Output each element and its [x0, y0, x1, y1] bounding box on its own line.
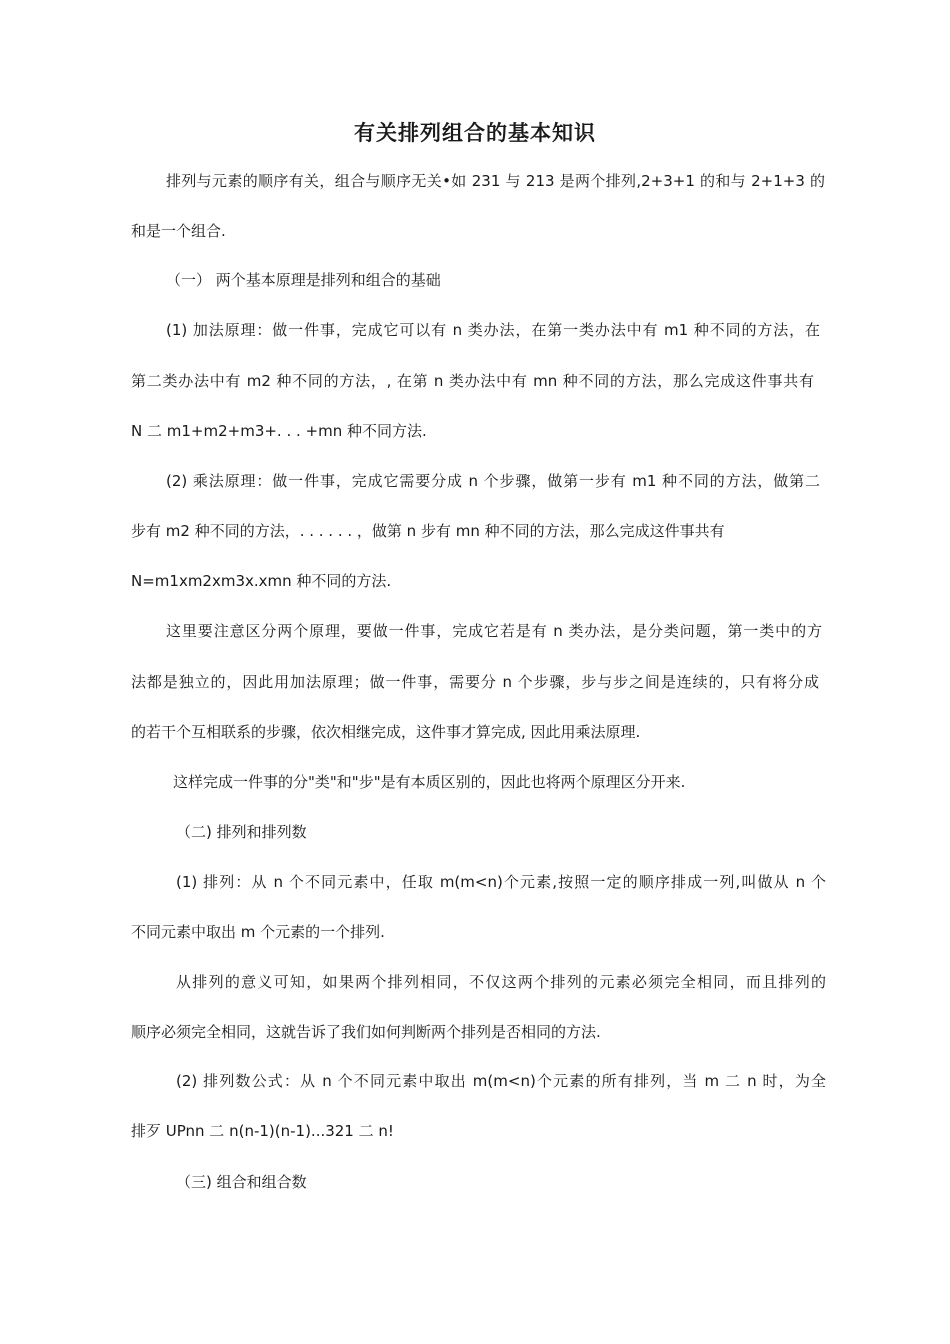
section-heading: （一） 两个基本原理是排列和组合的基础	[166, 271, 441, 289]
paragraph-line: 这里要注意区分两个原理，要做一件事，完成它若是有 n 类办法，是分类问题，第一类中的方	[166, 622, 822, 640]
paragraph-line: 步有 m2 种不同的方法，. . . . . . ，做第 n 步有 mn 种不同的方法，那么完成这件事共有	[131, 522, 725, 540]
paragraph-line: (1) 加法原理：做一件事，完成它可以有 n 类办法，在第一类办法中有 m1 种不同的方法，在	[166, 321, 820, 339]
paragraph-line: N 二 m1+m2+m3+. . . +mn 种不同方法.	[131, 422, 427, 440]
paragraph-line: 顺序必须完全相同，这就告诉了我们如何判断两个排列是否相同的方法.	[131, 1023, 601, 1041]
paragraph-line: (1) 排列：从 n 个不同元素中，任取 m(m<n)个元素,按照一定的顺序排成一列,叫做从 n 个	[176, 873, 826, 891]
paragraph-line: 排歹 UPnn 二 n(n-1)(n-1)...321 二 n!	[131, 1122, 394, 1140]
paragraph-line: 排列与元素的顺序有关，组合与顺序无关•如 231 与 213 是两个排列,2+3+1 的和与 2+1+3 的	[166, 172, 825, 190]
section-heading: （三) 组合和组合数	[176, 1173, 307, 1191]
paragraph-line: 这样完成一件事的分"类"和"步"是有本质区别的，因此也将两个原理区分开来.	[173, 773, 686, 791]
paragraph-line: 第二类办法中有 m2 种不同的方法，, 在第 n 类办法中有 mn 种不同的方法，那么完成这件事共有	[131, 372, 814, 390]
paragraph-line: 不同元素中取出 m 个元素的一个排列.	[131, 923, 385, 941]
paragraph-line: 法都是独立的，因此用加法原理；做一件事，需要分 n 个步骤，步与步之间是连续的，只有将分成	[131, 673, 819, 691]
paragraph-line: N=m1xm2xm3x.xmn 种不同的方法.	[131, 572, 392, 590]
paragraph-line: (2) 乘法原理：做一件事，完成它需要分成 n 个步骤，做第一步有 m1 种不同的方法，做第二	[166, 472, 820, 490]
paragraph-line: 的若干个互相联系的步骤，依次相继完成，这件事才算完成, 因此用乘法原理.	[131, 723, 641, 741]
paragraph-line: 和是一个组合.	[131, 222, 226, 240]
section-heading: （二) 排列和排列数	[176, 823, 307, 841]
paragraph-line: 从排列的意义可知，如果两个排列相同，不仅这两个排列的元素必须完全相同，而且排列的	[176, 973, 826, 991]
paragraph-line: (2) 排列数公式：从 n 个不同元素中取出 m(m<n)个元素的所有排列，当 m 二 n 时，为全	[176, 1072, 826, 1090]
document-title: 有关排列组合的基本知识	[354, 121, 596, 145]
